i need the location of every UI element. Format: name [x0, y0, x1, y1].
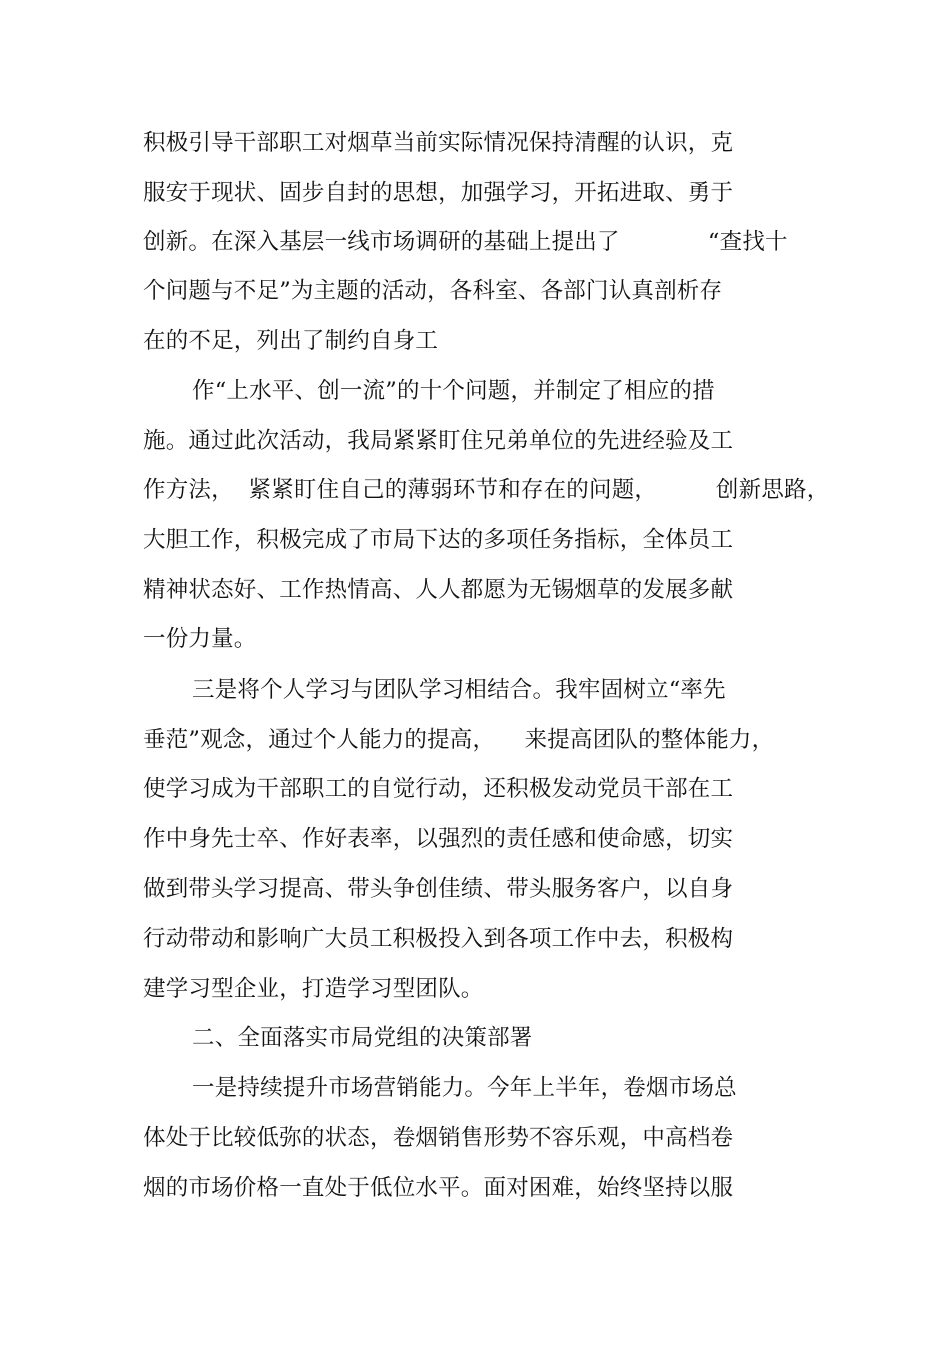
text-line: 建学习型企业，打造学习型团队。 — [143, 976, 484, 1002]
text-line: 烟的市场价格一直处于低位水平。面对困难，始终坚持以服 — [143, 1175, 734, 1201]
text-line: 在的不足，列出了制约自身工 — [143, 328, 439, 354]
text-line: 作方法， 紧紧盯住自己的薄弱环节和存在的问题， 创新思路， — [143, 477, 830, 503]
text-line: 施。通过此次活动，我局紧紧盯住兄弟单位的先进经验及工 — [143, 428, 734, 454]
text-line: 大胆工作，积极完成了市局下达的多项任务指标，全体员工 — [143, 527, 734, 553]
text-line: 精神状态好、工作热情高、人人都愿为无锡烟草的发展多献 — [143, 577, 734, 603]
text-line: 做到带头学习提高、带头争创佳绩、带头服务客户，以自身 — [143, 876, 734, 902]
text-line: 个问题与不足”为主题的活动，各科室、各部门认真剖析存 — [143, 278, 723, 304]
text-line: 行动带动和影响广大员工积极投入到各项工作中去，积极构 — [143, 926, 734, 952]
text-line: 作中身先士卒、作好表率，以强烈的责任感和使命感，切实 — [143, 826, 734, 852]
text-line: 三是将个人学习与团队学习相结合。我牢固树立“率先 — [192, 677, 726, 703]
text-line: 创新。在深入基层一线市场调研的基础上提出了 “查找十 — [143, 229, 788, 255]
text-line: 体处于比较低弥的状态，卷烟销售形势不容乐观，中高档卷 — [143, 1125, 734, 1151]
text-line: 垂范”观念，通过个人能力的提高， 来提高团队的整体能力， — [143, 727, 775, 753]
text-line: 一份力量。 — [143, 626, 257, 652]
text-line: 使学习成为干部职工的自觉行动，还积极发动党员干部在工 — [143, 776, 734, 802]
section-heading: 二、全面落实市局党组的决策部署 — [192, 1025, 533, 1051]
text-line: 服安于现状、固步自封的思想，加强学习，开拓进取、勇于 — [143, 180, 734, 206]
text-line: 一是持续提升市场营销能力。今年上半年，卷烟市场总 — [192, 1075, 737, 1101]
text-line: 积极引导干部职工对烟草当前实际情况保持清醒的认识，克 — [143, 130, 734, 156]
text-line: 作“上水平、创一流”的十个问题，并制定了相应的措 — [192, 378, 715, 404]
